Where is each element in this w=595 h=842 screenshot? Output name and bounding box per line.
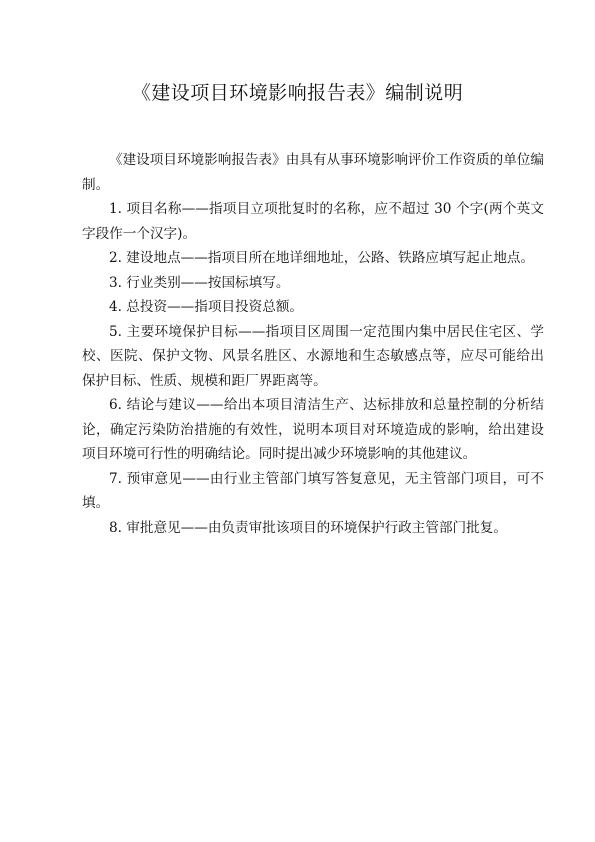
item-construction-site: 2. 建设地点——指项目所在地详细地址，公路、铁路应填写起止地点。 bbox=[109, 250, 535, 266]
item-approval-opinion: 8. 审批意见——由负责审批该项目的环境保护行政主管部门批复。 bbox=[109, 519, 507, 536]
item-protection-targets: 5. 主要环境保护目标——指项目区周围一定范围内集中居民住宅区、学校、医院、保护文物、风景名胜区、水源地和生态敏感点等，应尽可能给出保护目标、性质、规模和距厂界距离等。 bbox=[82, 323, 544, 389]
document-body bbox=[82, 148, 544, 540]
item-total-investment: 4. 总投资——指项目投资总额。 bbox=[109, 299, 304, 315]
page-title: 《建设项目环境影响报告表》编制说明 bbox=[131, 82, 464, 104]
item-conclusions: 6. 结论与建议——给出本项目清洁生产、达标排放和总量控制的分析结论，确定污染防治措施的有效性，说明本项目对环境造成的影响，给出建设项目环境可行性的明确结论。同时提出减少环境影响的其他建议。 bbox=[82, 397, 544, 462]
intro-paragraph: 《建设项目环境影响报告表》由具有从事环境影响评价工作资质的单位编制。 bbox=[82, 152, 544, 193]
item-project-name: 1. 项目名称——指项目立项批复时的名称，应不超过 30 个字(两个英文字段作一个汉字)。 bbox=[82, 201, 544, 242]
item-industry-category: 3. 行业类别——按国标填写。 bbox=[109, 274, 290, 291]
item-preliminary-review: 7. 预审意见——由行业主管部门填写答复意见，无主管部门项目，可不填。 bbox=[82, 470, 544, 511]
